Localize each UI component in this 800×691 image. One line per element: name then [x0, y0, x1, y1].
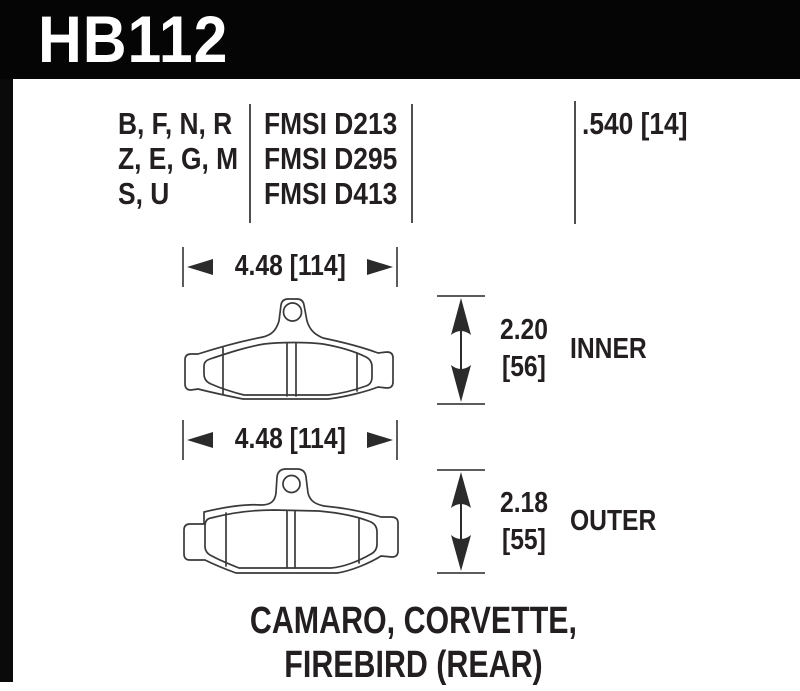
pad-backing-plate-outline: [185, 299, 393, 399]
outer-pad-label: OUTER: [570, 505, 657, 537]
inner-height-mm: [56]: [502, 351, 546, 383]
compound-codes-column: [118, 106, 259, 211]
width-dimension-label: 4.48 [114]: [234, 423, 346, 455]
compound-row: S, U: [118, 176, 170, 211]
pad-mounting-hole: [284, 303, 302, 321]
fmsi-row: FMSI D295: [264, 141, 398, 176]
inner-height-inches: 2.20: [500, 314, 548, 346]
outer-height-mm: [55]: [502, 524, 546, 556]
pad-thickness-value: .540 [14]: [582, 106, 688, 141]
column-divider: [411, 104, 413, 223]
application-line: FIREBIRD (REAR): [283, 644, 543, 686]
header-bar: [0, 0, 800, 79]
part-number: HB112: [38, 2, 229, 76]
vehicle-application: [163, 599, 663, 687]
left-border-bar: [0, 79, 13, 682]
width-dimension-label: 4.48 [114]: [234, 250, 346, 282]
inner-pad-label: INNER: [570, 333, 647, 365]
arrow-down-icon: [451, 535, 471, 571]
outer-pad-height-dimension: [434, 468, 488, 577]
arrow-up-icon: [451, 298, 471, 335]
inner-pad-drawing: [180, 295, 402, 407]
outer-height-inches: 2.18: [500, 487, 548, 519]
outer-pad-width-dimension: [182, 420, 398, 460]
arrow-down-icon: [451, 365, 471, 402]
pad-friction-outline: [204, 343, 372, 396]
application-line: CAMARO, CORVETTE,: [249, 600, 577, 642]
fmsi-row: FMSI D213: [264, 106, 398, 141]
arrow-up-icon: [451, 472, 471, 508]
compound-row: Z, E, G, M: [118, 141, 239, 176]
compound-row: B, F, N, R: [118, 106, 233, 141]
inner-pad-height-dimension: [434, 294, 488, 408]
outer-pad-drawing: [179, 464, 405, 579]
inner-pad-width-dimension: [182, 247, 398, 287]
fmsi-codes-column: [264, 106, 421, 211]
fmsi-row: FMSI D413: [264, 176, 398, 211]
column-divider: [574, 101, 576, 224]
pad-friction-outline: [205, 510, 377, 568]
pad-mounting-hole: [283, 476, 300, 493]
column-divider: [249, 104, 251, 223]
